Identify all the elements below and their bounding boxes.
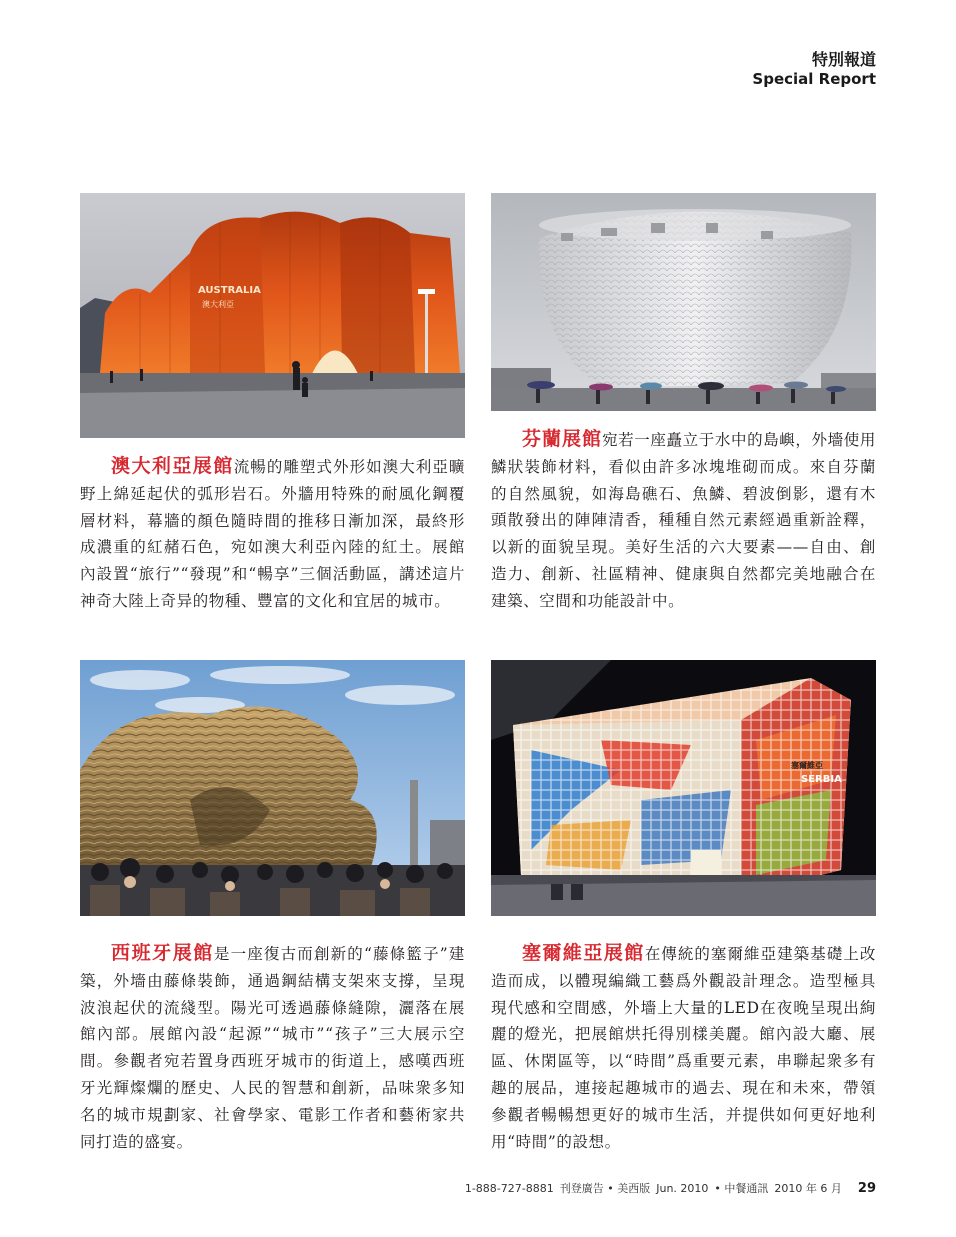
- footer-ad: 刊登廣告 • 美西版: [559, 1182, 651, 1195]
- australia-pavilion-name: 澳大利亞展館: [111, 455, 234, 477]
- australia-pavilion-photo: [80, 193, 465, 438]
- footer-phone: 1-888-727-8881: [464, 1182, 554, 1195]
- footer-issue-en: Jun. 2010: [656, 1182, 709, 1195]
- serbia-sign-zh: 塞爾維亞: [791, 761, 823, 770]
- spain-pavilion-body: 是一座復古而創新的“藤條籃子”建築，外墻由藤條裝飾，通過鋼結構支架來支撐，呈現波浪起伏的流綫型。陽光可透過藤條縫隙，灑落在展館內部。展館內設“起源”“城市”“孩子”三大展示空間。參觀者宛若置身西班牙城市的街道上，感嘆西班牙光輝燦爛的歷史、人民的智慧和創新，品味衆多知名的城市規劃家、社會學家、電影工作者和藝術家共同打造的盛宴。: [80, 945, 465, 1151]
- australia-pavilion-text: [80, 453, 465, 615]
- finland-pavilion-name: 芬蘭展館: [522, 428, 603, 450]
- australia-sign-zh: 澳大利亞: [202, 300, 234, 309]
- serbia-pavilion-photo: [491, 660, 876, 916]
- section-title-zh: 特別報道: [811, 50, 876, 69]
- spain-pavilion-text: [80, 940, 465, 1155]
- page-footer: [465, 1180, 876, 1196]
- australia-sign-en: AUSTRALIA: [198, 285, 261, 296]
- footer-publication: • 中餐通訊: [714, 1182, 769, 1195]
- page-number: 29: [857, 1181, 876, 1196]
- section-title-en: Special Report: [752, 70, 876, 88]
- finland-pavilion-body: 宛若一座矗立于水中的島嶼，外墻使用鱗狀裝飾材料，看似由許多冰塊堆砌而成。來自芬蘭的自然風貌，如海島礁石、魚鱗、碧波倒影，還有木頭散發出的陣陣清香，種種自然元素經過重新詮釋，以新的面貌呈現。美好生活的六大要素——自由、創造力、創新、社區精神、健康與自然都完美地融合在建築、空間和功能設計中。: [491, 431, 876, 610]
- serbia-pavilion-body: 在傳統的塞爾維亞建築基礎上改造而成，以體現編織工藝爲外觀設計理念。造型極具現代感和空間感，外墻上大量的LED在夜晚呈現出絢麗的燈光，把展館烘托得別樣美麗。館內設大廳、展區、休閑區等，以“時間”爲重要元素，串聯起衆多有趣的展品，連接起趣城市的過去、現在和未來，帶領參觀者暢暢想更好的城市生活，并提供如何更好地利用“時間”的設想。: [491, 945, 876, 1151]
- serbia-pavilion-name: 塞爾維亞展館: [522, 942, 645, 964]
- finland-pavilion-text: [491, 426, 876, 615]
- footer-issue-zh: 2010 年 6 月: [774, 1182, 842, 1195]
- spain-pavilion-photo: [80, 660, 465, 916]
- serbia-sign-en: SERBIA: [801, 774, 842, 785]
- australia-pavilion-body: 流暢的雕塑式外形如澳大利亞曠野上綿延起伏的弧形岩石。外牆用特殊的耐風化鋼覆層材料，幕牆的顏色隨時間的推移日漸加深，最終形成濃重的紅赭石色，宛如澳大利亞內陸的紅土。展館內設置“旅行”“發現”和“暢享”三個活動區，講述這片神奇大陸上奇异的物種、豐富的文化和宜居的城市。: [80, 458, 465, 610]
- serbia-pavilion-text: [491, 940, 876, 1155]
- finland-pavilion-photo: [491, 193, 876, 411]
- spain-pavilion-name: 西班牙展館: [111, 942, 214, 964]
- section-header: [752, 50, 876, 88]
